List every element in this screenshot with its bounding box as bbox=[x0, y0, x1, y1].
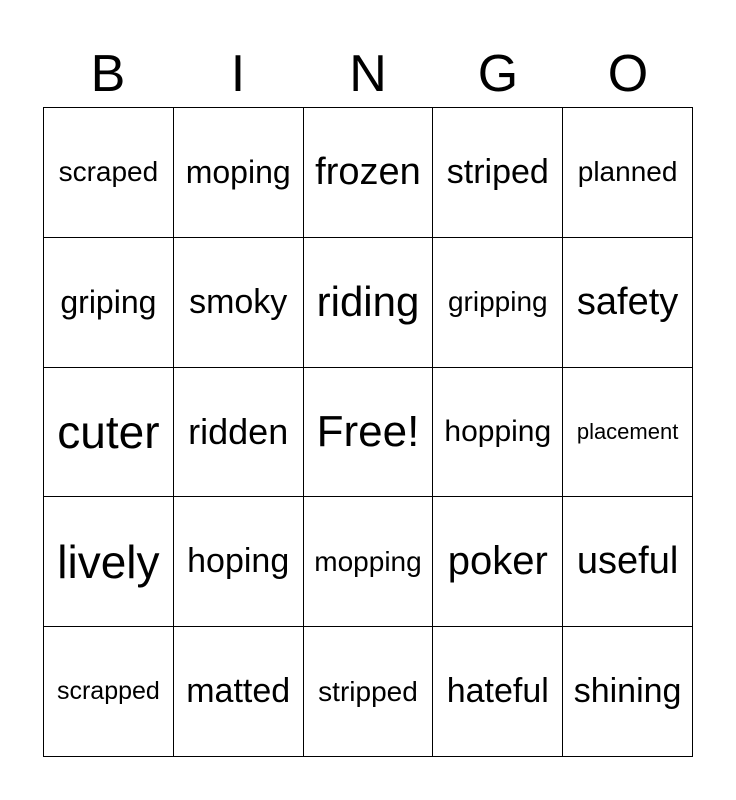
header-letter-g: G bbox=[477, 45, 519, 103]
header-letter-n: N bbox=[349, 45, 387, 103]
bingo-board bbox=[43, 107, 693, 757]
bingo-cell[interactable]: shining bbox=[563, 627, 693, 757]
bingo-cell[interactable]: placement bbox=[563, 368, 693, 498]
bingo-cell[interactable]: poker bbox=[433, 497, 563, 627]
bingo-cell[interactable]: striped bbox=[433, 108, 563, 238]
bingo-cell[interactable]: riding bbox=[304, 238, 434, 368]
bingo-cell[interactable]: planned bbox=[563, 108, 693, 238]
bingo-cell[interactable]: moping bbox=[174, 108, 304, 238]
bingo-cell[interactable]: lively bbox=[44, 497, 174, 627]
bingo-cell[interactable]: smoky bbox=[174, 238, 304, 368]
bingo-cell[interactable]: stripped bbox=[304, 627, 434, 757]
bingo-cell[interactable]: hopping bbox=[433, 368, 563, 498]
bingo-cell[interactable]: cuter bbox=[44, 368, 174, 498]
bingo-cell[interactable]: matted bbox=[174, 627, 304, 757]
bingo-cell[interactable]: hateful bbox=[433, 627, 563, 757]
bingo-cell[interactable]: hoping bbox=[174, 497, 304, 627]
bingo-cell[interactable]: useful bbox=[563, 497, 693, 627]
header-letter-b: B bbox=[90, 45, 126, 103]
header-letter-o: O bbox=[607, 45, 649, 103]
bingo-header bbox=[43, 42, 693, 106]
bingo-cell[interactable]: scrapped bbox=[44, 627, 174, 757]
bingo-cell[interactable]: frozen bbox=[304, 108, 434, 238]
bingo-cell[interactable]: mopping bbox=[304, 497, 434, 627]
bingo-cell-free[interactable]: Free! bbox=[304, 368, 434, 498]
bingo-cell[interactable]: ridden bbox=[174, 368, 304, 498]
bingo-cell[interactable]: safety bbox=[563, 238, 693, 368]
bingo-cell[interactable]: gripping bbox=[433, 238, 563, 368]
bingo-cell[interactable]: griping bbox=[44, 238, 174, 368]
header-letter-i: I bbox=[230, 45, 246, 103]
bingo-cell[interactable]: scraped bbox=[44, 108, 174, 238]
